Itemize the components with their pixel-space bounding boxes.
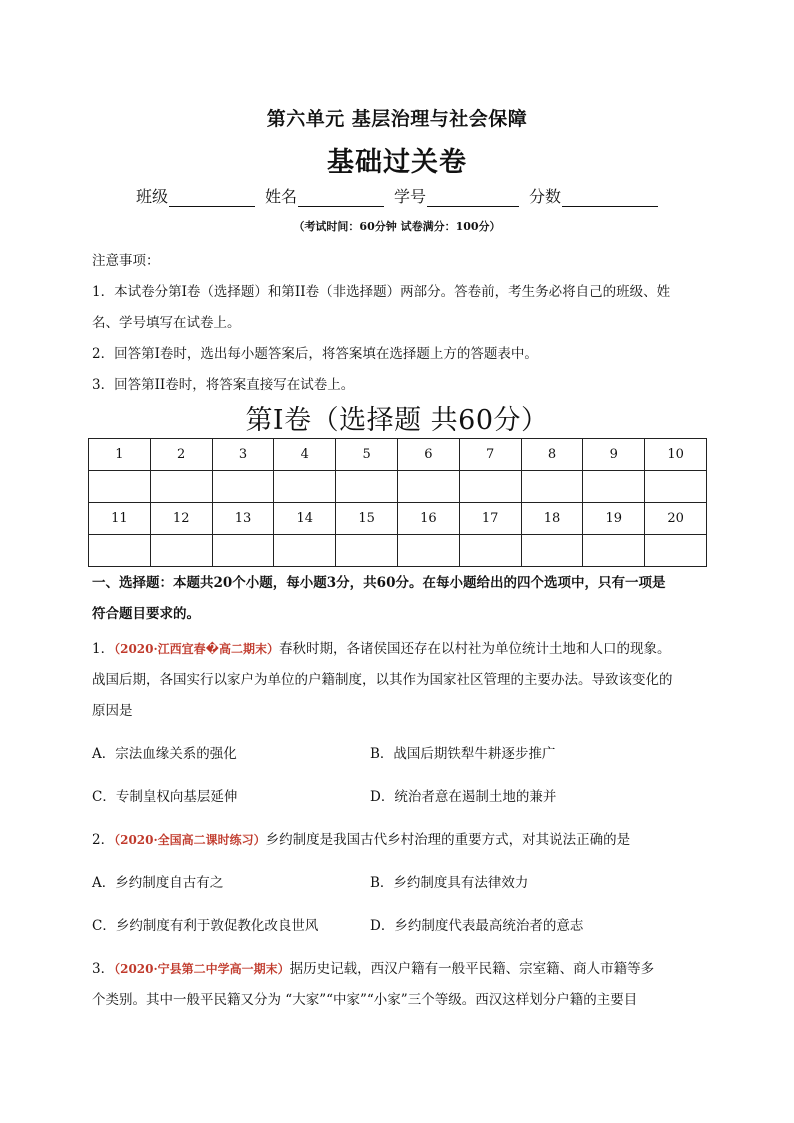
answer-cell[interactable] (150, 471, 212, 503)
answer-cell[interactable] (150, 535, 212, 567)
question-1 (92, 634, 708, 813)
note-item: 3．回答第II卷时，将答案直接写在试卷上。 (92, 377, 355, 393)
unit-title: 第六单元 基层治理与社会保障 (266, 108, 528, 130)
question-number-cell: 20 (645, 503, 707, 535)
answer-cell[interactable] (583, 535, 645, 567)
question-text: 据历史记载，西汉户籍有一般平民籍、宗室籍、商人市籍等多 (289, 961, 655, 977)
question-source: （2020·全国高二课时练习） (114, 833, 266, 847)
exam-meta: （考试时间：60分钟 试卷满分：100分） (293, 220, 501, 233)
question-number-cell: 12 (150, 503, 212, 535)
question-number-cell: 10 (645, 439, 707, 471)
answer-cell[interactable] (397, 471, 459, 503)
answer-grid-number-row (89, 439, 707, 471)
section-instructions: 一、选择题：本题共20个小题，每小题3分，共60分。在每小题给出的四个选项中，只有一项是 (92, 575, 666, 591)
question-number-cell: 7 (459, 439, 521, 471)
answer-cell[interactable] (521, 535, 583, 567)
question-number-cell: 19 (583, 503, 645, 535)
option-a[interactable]: A．乡约制度自古有之 (92, 875, 224, 891)
options-row (92, 739, 708, 770)
class-blank[interactable] (169, 190, 255, 207)
answer-cell[interactable] (212, 471, 274, 503)
answer-cell[interactable] (645, 471, 707, 503)
note-item: 名、学号填写在试卷上。 (92, 315, 241, 331)
question-number-cell: 3 (212, 439, 274, 471)
question-number: 2． (92, 832, 115, 848)
question-text: 个类别。其中一般平民籍又分为 “大家”“中家”“小家”三个等级。西汉这样划分户籍的主要目 (92, 992, 638, 1008)
question-stem (92, 954, 708, 985)
answer-cell[interactable] (89, 535, 151, 567)
questions-section (92, 568, 708, 1016)
options-row (92, 911, 708, 942)
answer-cell[interactable] (583, 471, 645, 503)
answer-grid-answer-row (89, 471, 707, 503)
option-c[interactable]: C．专制皇权向基层延伸 (92, 789, 238, 805)
student-info-line (136, 184, 676, 207)
answer-cell[interactable] (212, 535, 274, 567)
answer-cell[interactable] (274, 535, 336, 567)
question-number-cell: 9 (583, 439, 645, 471)
question-number-cell: 2 (150, 439, 212, 471)
question-text: 战国后期，各国实行以家户为单位的户籍制度，以其作为国家社区管理的主要办法。导致该变化的 (92, 672, 673, 688)
option-c[interactable]: C．乡约制度有利于敦促教化改良世风 (92, 918, 319, 934)
question-number-cell: 1 (89, 439, 151, 471)
option-b[interactable]: B．乡约制度具有法律效力 (370, 875, 529, 891)
question-stem (92, 634, 708, 665)
option-d[interactable]: D．统治者意在遏制土地的兼并 (370, 789, 557, 805)
answer-cell[interactable] (459, 471, 521, 503)
student-id-field[interactable] (394, 184, 519, 207)
name-blank[interactable] (298, 190, 384, 207)
question-text: 原因是 (92, 703, 133, 719)
student-id-blank[interactable] (427, 190, 519, 207)
section-title: 第I卷（选择题 共60分） (245, 405, 549, 436)
answer-cell[interactable] (336, 471, 398, 503)
question-2 (92, 825, 708, 942)
notes-heading: 注意事项： (92, 253, 160, 269)
option-a[interactable]: A．宗法血缘关系的强化 (92, 746, 237, 762)
question-number-cell: 18 (521, 503, 583, 535)
question-number-cell: 17 (459, 503, 521, 535)
question-number-cell: 4 (274, 439, 336, 471)
question-3 (92, 954, 708, 1016)
answer-cell[interactable] (336, 535, 398, 567)
question-text: 春秋时期，各诸侯国还存在以村社为单位统计土地和人口的现象。 (279, 641, 671, 657)
question-number-cell: 6 (397, 439, 459, 471)
question-number-cell: 8 (521, 439, 583, 471)
score-blank[interactable] (562, 190, 658, 207)
question-source: （2020·宁县第二中学高一期末） (114, 962, 290, 976)
note-item: 2．回答第I卷时，选出每小题答案后，将答案填在选择题上方的答题表中。 (92, 346, 538, 362)
answer-cell[interactable] (89, 471, 151, 503)
note-item: 1．本试卷分第I卷（选择题）和第II卷（非选择题）两部分。答卷前，考生务必将自己的班级、姓 (92, 284, 671, 300)
answer-cell[interactable] (274, 471, 336, 503)
question-number-cell: 5 (336, 439, 398, 471)
name-field[interactable] (265, 184, 384, 207)
notes-section (92, 246, 712, 401)
answer-grid-answer-row (89, 535, 707, 567)
option-b[interactable]: B．战国后期铁犁牛耕逐步推广 (370, 746, 556, 762)
answer-cell[interactable] (521, 471, 583, 503)
score-label: 分数 (529, 187, 562, 206)
options-row (92, 868, 708, 899)
question-stem (92, 825, 708, 856)
class-label: 班级 (136, 187, 169, 206)
question-number: 1． (92, 641, 115, 657)
question-number: 3． (92, 961, 115, 977)
answer-grid (88, 438, 707, 567)
answer-grid-number-row (89, 503, 707, 535)
question-number-cell: 15 (336, 503, 398, 535)
paper-title: 基础过关卷 (327, 147, 467, 178)
question-number-cell: 14 (274, 503, 336, 535)
student-id-label: 学号 (394, 187, 427, 206)
question-number-cell: 11 (89, 503, 151, 535)
answer-cell[interactable] (459, 535, 521, 567)
score-field[interactable] (529, 184, 658, 207)
class-field[interactable] (136, 184, 255, 207)
options-row (92, 782, 708, 813)
question-source: （2020·江西宜春�高二期末） (114, 642, 280, 656)
answer-cell[interactable] (397, 535, 459, 567)
option-d[interactable]: D．乡约制度代表最高统治者的意志 (370, 918, 584, 934)
question-number-cell: 13 (212, 503, 274, 535)
answer-cell[interactable] (645, 535, 707, 567)
section-instructions: 符合题目要求的。 (92, 606, 200, 622)
question-text: 乡约制度是我国古代乡村治理的重要方式，对其说法正确的是 (265, 832, 631, 848)
question-number-cell: 16 (397, 503, 459, 535)
name-label: 姓名 (265, 187, 298, 206)
